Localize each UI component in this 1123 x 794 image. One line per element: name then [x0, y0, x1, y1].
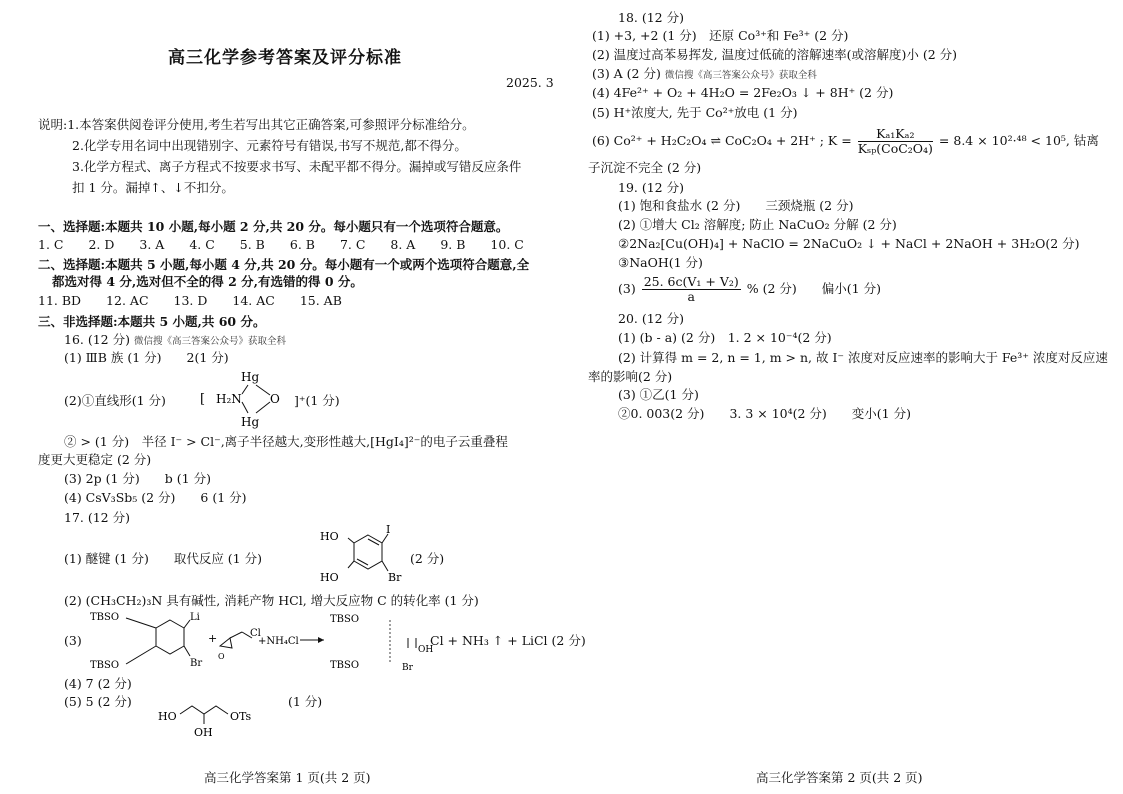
label-ho-top: HO — [320, 530, 339, 543]
q17-l1: (1) 醚键 (1 分) 取代反应 (1 分) — [64, 551, 262, 566]
q18-l2: (2) 温度过高苯易挥发, 温度过低硫的溶解速率(或溶解度)小 (2 分) — [592, 47, 958, 62]
footer-left: 高三化学答案第 1 页(共 2 页) — [204, 770, 371, 785]
q18-l4: (4) 4Fe²⁺ + O₂ + 4H₂O = 2Fe₂O₃ ↓ + 8H⁺ (2 分) — [592, 85, 894, 100]
q17-l2: (2) (CH₃CH₂)₃N 具有碱性, 消耗产物 HCl, 增大反应物 C 的转化率 (1 分) — [64, 593, 479, 608]
glycerol-tosylate-structure — [158, 696, 270, 740]
label-ots: OTs — [230, 710, 252, 723]
q16-l5: (4) CsV₃Sb₅ (2 分) 6 (1 分) — [64, 490, 247, 505]
bond-tbso-2 — [126, 646, 156, 664]
part3-heading: 三、非选择题:本题共 5 小题,共 60 分。 — [38, 314, 266, 329]
purity-fraction — [642, 275, 741, 304]
q18-head: 18. (12 分) — [618, 10, 684, 25]
q18-l5: (5) H⁺浓度大, 先于 Co²⁺放电 (1 分) — [592, 105, 798, 120]
q18-l6-value: = 8.4 × 10²·⁴⁸ < 10⁵, 钴离 — [938, 133, 1099, 148]
q20-l2b: 率的影响(2 分) — [588, 369, 673, 384]
atom-hg-bottom: Hg — [241, 415, 260, 429]
label-ho-bottom: HO — [320, 571, 339, 584]
benzene-ring — [354, 535, 382, 569]
watermark: 微信搜《高三答案公众号》获取全科 — [133, 336, 286, 347]
q16-l2a: (2)①直线形(1 分) — [64, 393, 166, 408]
part1-answers: 1. C 2. D 3. A 4. C 5. B 6. B 7. C 8. A 9. B 10. C — [38, 237, 524, 252]
carbon-chain — [180, 706, 228, 714]
q16-l4: (3) 2p (1 分) b (1 分) — [64, 471, 211, 486]
q16-head — [64, 332, 286, 350]
reaction-scheme — [90, 608, 434, 676]
footer-right: 高三化学答案第 2 页(共 2 页) — [756, 770, 923, 785]
q18-l3-text: (3) A (2 分) — [592, 66, 661, 81]
q17-l3-tail: Cl + NH₃ ↑ + LiCl (2 分) — [430, 633, 586, 648]
q19-l5 — [618, 274, 881, 304]
note-2: 2.化学专用名词中出现错别字、元素符号有错误,书写不规范,都不得分。 — [72, 138, 467, 153]
bond-tbso-1 — [126, 618, 156, 628]
q20-l2: (2) 计算得 m = 2, n = 1, m > n, 故 I⁻ 浓度对反应速率的影响大于 Fe³⁺ 浓度对反应速 — [618, 350, 1108, 365]
plus-sign: + — [208, 632, 218, 645]
q16-l1: (1) ⅢB 族 (1 分) 2(1 分) — [64, 350, 229, 365]
q20-head: 20. (12 分) — [618, 311, 684, 326]
reactant-ring — [156, 620, 184, 654]
q16-l2b: ]⁺(1 分) — [294, 393, 340, 408]
bond-oh2 — [348, 561, 354, 568]
q20-l3: (3) ①乙(1 分) — [618, 387, 699, 402]
q17-l5: (5) 5 (2 分) — [64, 694, 132, 709]
bracket-left: [ — [200, 392, 206, 407]
q17-l3-label: (3) — [64, 633, 82, 648]
k-fraction — [858, 127, 933, 156]
epoxide-ring — [220, 638, 232, 648]
bond-hg2-o — [256, 402, 270, 413]
q16-l3: ② > (1 分) 半径 I⁻ > Cl⁻,离子半径越大,变形性越大,[HgI₄]²⁻的电子云重叠程 — [64, 434, 508, 449]
q19-l2: (2) ①增大 Cl₂ 溶解度; 防止 NaCuO₂ 分解 (2 分) — [618, 217, 897, 232]
label-tbso-2: TBSO — [90, 660, 120, 671]
bond-br — [382, 561, 388, 571]
q17-l5-score: (1 分) — [288, 694, 323, 709]
note-3b: 扣 1 分。漏掉↑、↓不扣分。 — [72, 180, 234, 195]
part2-heading: 二、选择题:本题共 5 小题,每小题 4 分,共 20 分。每小题有一个或两个选项符合题意,全 — [38, 257, 530, 272]
page-title: 高三化学参考答案及评分标准 — [168, 48, 402, 68]
label-nh4cl: +NH₄Cl — [258, 636, 299, 647]
label-br-1: Br — [190, 658, 203, 669]
q19-head: 19. (12 分) — [618, 180, 684, 195]
date: 2025. 3 — [506, 75, 554, 90]
label-br: Br — [388, 571, 402, 584]
q16-title: 16. (12 分) — [64, 332, 130, 347]
label-li: Li — [190, 612, 200, 623]
q19-l3: ②2Na₂[Cu(OH)₄] + NaClO = 2NaCuO₂ ↓ + NaCl + 2NaOH + 3H₂O(2 分) — [618, 236, 1080, 251]
k-denominator: Kₛₚ(CoC₂O₄) — [857, 141, 933, 156]
atom-o: O — [270, 392, 280, 406]
q18-l6c: 子沉淀不完全 (2 分) — [588, 160, 702, 175]
purity-numerator: 25. 6c(V₁ + V₂) — [643, 274, 739, 289]
bond-br-1 — [184, 646, 190, 656]
watermark-2: 微信搜《高三答案公众号》获取全科 — [664, 70, 817, 81]
label-tbso-1: TBSO — [90, 612, 120, 623]
label-tbso-4: TBSO — [330, 660, 360, 671]
q19-l5-tail: % (2 分) 偏小(1 分) — [746, 281, 881, 296]
part1-heading: 一、选择题:本题共 10 小题,每小题 2 分,共 20 分。每小题只有一个选项符合题意。 — [38, 219, 509, 234]
q18-l6-eq: (6) Co²⁺ + H₂C₂O₄ ⇌ CoC₂O₄ + 2H⁺ ; K = — [592, 133, 852, 148]
q17-l4: (4) 7 (2 分) — [64, 676, 132, 691]
q19-l5-label: (3) — [618, 281, 636, 296]
bond-n-hg2 — [242, 402, 248, 413]
label-cl: Cl — [250, 628, 261, 639]
label-ho-end: HO — [158, 710, 177, 723]
label-i: I — [386, 523, 391, 536]
note-3: 3.化学方程式、离子方程式不按要求书写、未配平都不得分。漏掉或写错反应条件 — [72, 159, 522, 174]
bond-hg1-o — [256, 385, 270, 395]
purity-denominator: a — [687, 289, 695, 304]
label-oh-mid: OH — [194, 726, 213, 739]
bond-n-hg1 — [242, 385, 248, 394]
atom-n: H₂N — [216, 392, 242, 406]
q19-l4: ③NaOH(1 分) — [618, 255, 703, 270]
label-tbso-3: TBSO — [330, 614, 360, 625]
note-1: 说明:1.本答案供阅卷评分使用,考生若写出其它正确答案,可参照评分标准给分。 — [38, 117, 475, 132]
part2-answers: 11. BD 12. AC 13. D 14. AC 15. AB — [38, 293, 342, 308]
q17-head: 17. (12 分) — [64, 510, 130, 525]
part2-heading-2: 都选对得 4 分,选对但不全的得 2 分,有选错的得 0 分。 — [52, 274, 363, 289]
bond-epoxide-chain — [230, 632, 242, 638]
label-br-2: Br — [402, 663, 413, 673]
atom-hg-top: Hg — [241, 370, 260, 384]
label-o: O — [218, 652, 225, 661]
q20-l1: (1) (b - a) (2 分) 1. 2 × 10⁻⁴(2 分) — [618, 330, 832, 345]
q20-l4: ②0. 003(2 分) 3. 3 × 10⁴(2 分) 变小(1 分) — [618, 406, 911, 421]
q19-l1: (1) 饱和食盐水 (2 分) 三颈烧瓶 (2 分) — [618, 198, 854, 213]
arrow-head — [318, 637, 324, 643]
q18-l6 — [592, 126, 1099, 156]
label-oh: OH — [418, 645, 434, 655]
q18-l3 — [592, 66, 817, 84]
q17-l1-score: (2 分) — [410, 551, 445, 566]
k-numerator: Kₐ₁Kₐ₂ — [858, 127, 933, 142]
bond-oh1 — [348, 538, 354, 543]
q16-l3b: 度更大更稳定 (2 分) — [38, 452, 152, 467]
dihydroxy-iodo-bromo-benzene — [318, 522, 418, 592]
q18-l1: (1) +3, +2 (1 分) 还原 Co³⁺和 Fe³⁺ (2 分) — [592, 28, 849, 43]
